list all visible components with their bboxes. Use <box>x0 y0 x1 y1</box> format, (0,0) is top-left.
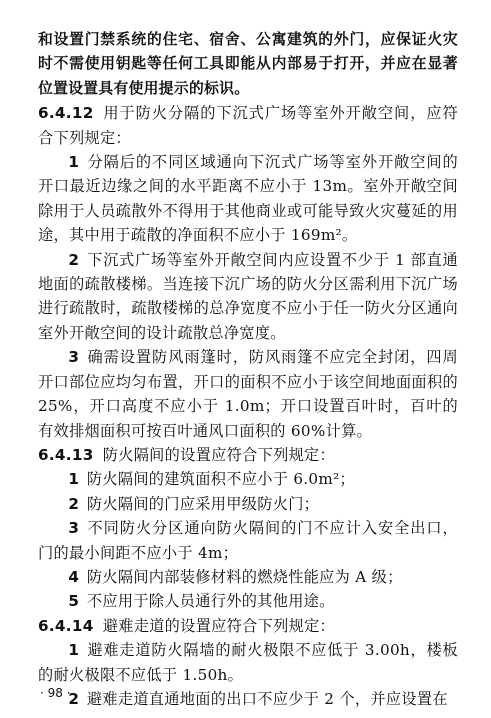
item-number: 1 <box>68 641 80 660</box>
item-text: 不应用于除人员通行外的其他用途。 <box>86 592 335 611</box>
clause-number: 6.4.12 <box>38 104 94 123</box>
clause-6-4-14-item-2 <box>38 687 458 711</box>
clause-6-4-12-item-1 <box>38 150 458 248</box>
clause-number: 6.4.14 <box>38 616 94 635</box>
clause-6-4-13 <box>38 443 458 467</box>
clause-6-4-12 <box>38 101 458 150</box>
clause-text: 用于防火分隔的下沉式广场等室外开敞空间，应符合下列规定： <box>38 104 458 147</box>
document-page <box>38 28 458 711</box>
clause-6-4-13-item-1 <box>38 467 458 491</box>
clause-number: 6.4.13 <box>38 445 94 464</box>
page-number: · 98 · <box>40 686 71 700</box>
item-number: 3 <box>68 519 80 538</box>
item-number: 2 <box>68 689 80 708</box>
item-number: 4 <box>68 567 80 586</box>
intro-paragraph: 和设置门禁系统的住宅、宿舍、公寓建筑的外门，应保证火灾时不需使用钥匙等任何工具即能从内部易于打开，并应在显著位置设置具有使用提示的标识。 <box>38 31 458 97</box>
item-number: 1 <box>68 470 80 489</box>
item-text: 不同防火分区通向防火隔间的门不应计入安全出口，门的最小间距不应小于 4m； <box>38 519 458 562</box>
item-text: 防火隔间内部装修材料的燃烧性能应为 A 级； <box>86 567 403 586</box>
item-number: 2 <box>68 494 80 513</box>
clause-6-4-14 <box>38 614 458 638</box>
item-text: 分隔后的不同区域通向下沉式广场等室外开敞空间的开口最近边缘之间的水平距离不应小于 13m。室外开敞空间除用于人员疏散外不得用于其他商业或可能导致火灾蔓延的用途，其中用于疏散的净面积不应小于 169m²。 <box>38 153 458 245</box>
clause-text: 避难走道的设置应符合下列规定： <box>102 616 336 635</box>
item-number: 5 <box>68 592 80 611</box>
item-number: 3 <box>68 348 80 367</box>
item-text: 确需设置防风雨篷时，防风雨篷不应完全封闭，四周开口部位应均匀布置，开口的面积不应小于该空间地面面积的 25%，开口高度不应小于 1.0m；开口设置百叶时，百叶的有效排烟面积可按百叶通风口面积的 60%计算。 <box>38 348 458 440</box>
clause-text: 防火隔间的设置应符合下列规定： <box>102 445 336 464</box>
clause-6-4-13-item-3 <box>38 516 458 565</box>
item-text: 防火隔间的建筑面积不应小于 6.0m²； <box>86 470 355 489</box>
clause-6-4-14-item-1 <box>38 638 458 687</box>
clause-6-4-12-item-2 <box>38 248 458 346</box>
item-text: 避难走道直通地面的出口不应少于 2 个，并应设置在 <box>86 689 448 708</box>
item-text: 避难走道防火隔墙的耐火极限不应低于 3.00h，楼板的耐火极限不应低于 1.50h。 <box>38 641 458 684</box>
clause-6-4-12-item-3 <box>38 345 458 443</box>
clause-6-4-13-item-2 <box>38 492 458 516</box>
clause-6-4-13-item-5 <box>38 589 458 613</box>
item-number: 1 <box>68 153 80 172</box>
item-text: 下沉式广场等室外开敞空间内应设置不少于 1 部直通地面的疏散楼梯。当连接下沉广场的防火分区需利用下沉广场进行疏散时，疏散楼梯的总净宽度不应小于任一防火分区通向室外开敞空间的设计疏散总净宽度。 <box>38 250 458 342</box>
clause-6-4-13-item-4 <box>38 565 458 589</box>
item-number: 2 <box>68 250 80 269</box>
item-text: 防火隔间的门应采用甲级防火门； <box>86 494 320 513</box>
